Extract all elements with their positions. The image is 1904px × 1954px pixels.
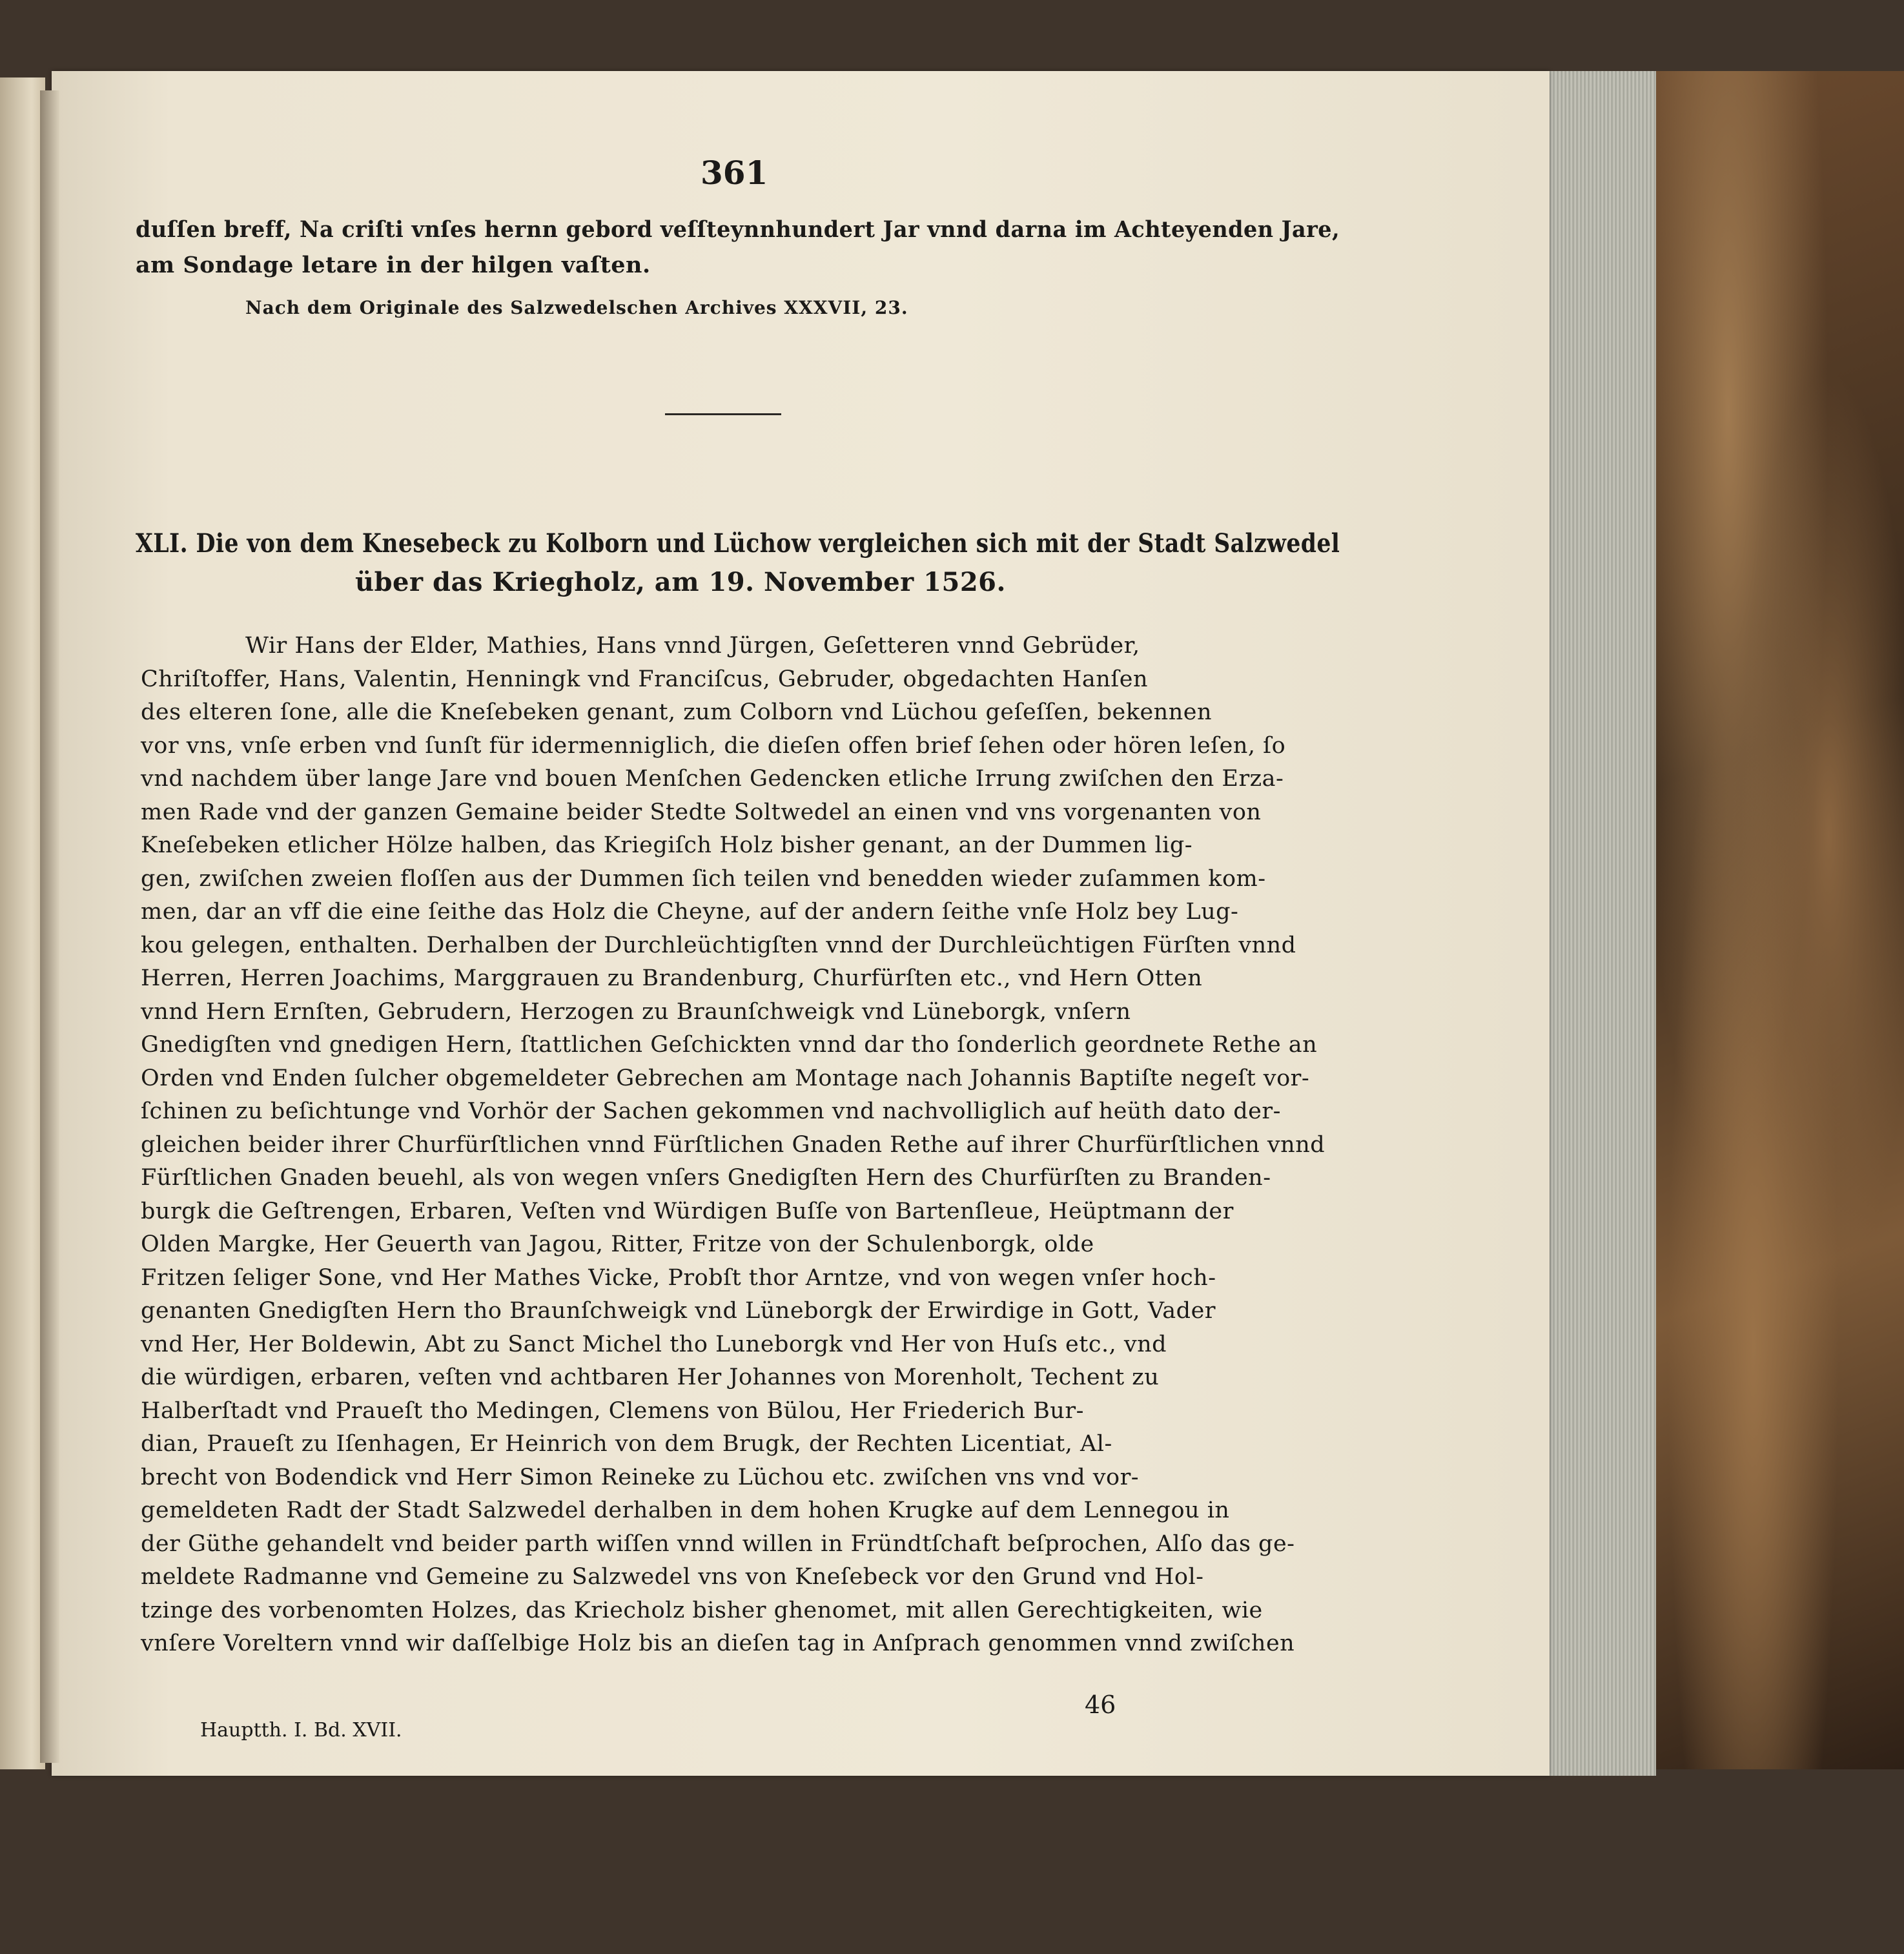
body-line: Gnedigſten vnd gnedigen Hern, ſtattlichen Geſchickten vnnd dar tho ſonderlich geordnete Rethe an	[141, 1032, 1318, 1058]
body-line: der Güthe gehandelt vnd beider parth wiſſen vnnd willen in Fründtſchaft beſprochen, Alſo das ge-	[141, 1530, 1295, 1557]
body-line: kou gelegen, enthalten. Derhalben der Durchleüchtigſten vnnd der Durchleüchtigen Fürſten vnnd	[141, 932, 1296, 958]
body-line: vnd Her, Her Boldewin, Abt zu Sanct Michel tho Luneborgk vnd Her von Huſs etc., vnd	[141, 1331, 1167, 1357]
body-line: des elteren ſone, alle die Kneſebeken genant, zum Colborn vnd Lüchou geſeſſen, bekennen	[141, 699, 1213, 725]
body-line: vnnd Hern Ernſten, Gebrudern, Herzogen zu Braunſchweigk vnd Lüneborgk, vnſern	[141, 998, 1131, 1025]
marbled-board	[1653, 71, 1904, 1769]
left-page-edge	[0, 77, 45, 1769]
section-rule	[665, 413, 781, 415]
body-line: vnſere Voreltern vnnd wir daſſelbige Holz bis an dieſen tag in Anſprach genommen vnnd zwiſchen	[141, 1630, 1295, 1656]
body-line: burgk die Geſtrengen, Erbaren, Veſten vnd Würdigen Buſſe von Bartenſleue, Heüptmann der	[141, 1198, 1234, 1224]
body-line: gleichen beider ihrer Churfürſtlichen vnnd Fürſtlichen Gnaden Rethe auf ihrer Churfürſtlichen vnnd	[141, 1131, 1326, 1158]
body-line: meldete Radmanne vnd Gemeine zu Salzwedel vns von Kneſebeck vor den Grund vnd Hol-	[141, 1564, 1204, 1590]
body-line: Olden Margke, Her Geuerth van Jagou, Ritter, Fritze von der Schulenborgk, olde	[141, 1231, 1094, 1257]
body-line: dian, Praueſt zu Iſenhagen, Er Heinrich von dem Brugk, der Rechten Licentiat, Al-	[141, 1431, 1112, 1457]
body-line: men, dar an vff die eine ſeithe das Holz die Cheyne, auf der andern ſeithe vnſe Holz bey Lug-	[141, 899, 1239, 925]
body-line: gen, zwiſchen zweien floſſen aus der Dummen ſich teilen vnd benedden wieder zuſammen kom-	[141, 865, 1266, 892]
body-line: genanten Gnedigſten Hern tho Braunſchweigk vnd Lüneborgk der Erwirdige in Gott, Vader	[141, 1298, 1216, 1324]
body-line: Orden vnd Enden ſulcher obgemeldeter Gebrechen am Montage nach Johannis Baptiſte negeſt vor-	[141, 1065, 1310, 1091]
body-line: brecht von Bodendick vnd Herr Simon Reineke zu Lüchou etc. zwiſchen vns vnd vor-	[141, 1464, 1140, 1490]
top-line-1: duſſen breff, Na criſti vnſes hernn gebord veſſteynnhundert Jar vnnd darna im Achteyenden Jare,	[136, 216, 1340, 243]
body-line: Chriſtoffer, Hans, Valentin, Henningk vnd Franciſcus, Gebruder, obgedachten Hanſen	[141, 666, 1149, 692]
body-line: Halberſtadt vnd Praueſt tho Medingen, Clemens von Bülou, Her Friederich Bur-	[141, 1397, 1084, 1424]
body-line: vor vns, vnſe erben vnd ſunſt für idermenniglich, die dieſen offen brief ſehen oder hören leſen, ſo	[141, 732, 1286, 759]
body-line: Fritzen ſeliger Sone, vnd Her Mathes Vicke, Probſt thor Arntze, vnd von wegen vnſer hoch-	[141, 1264, 1216, 1291]
gutter	[40, 90, 59, 1763]
body-line: Kneſebeken etlicher Hölze halben, das Kriegiſch Holz bisher genant, an der Dummen lig-	[141, 832, 1193, 858]
top-line-2: am Sondage letare in der hilgen vaſten.	[136, 252, 651, 278]
page-number: 361	[701, 154, 768, 192]
page-block-edges	[1546, 71, 1656, 1776]
body-line: men Rade vnd der ganzen Gemaine beider Stedte Soltwedel an einen vnd vns vorgenanten von	[141, 799, 1262, 825]
section-heading-line-1: XLI. Die von dem Knesebeck zu Kolborn und Lüchow vergleichen sich mit der Stadt Salzwedel	[136, 528, 1340, 559]
body-line: gemeldeten Radt der Stadt Salzwedel derhalben in dem hohen Krugke auf dem Lennegou in	[141, 1497, 1230, 1523]
body-line: Herren, Herren Joachims, Marggrauen zu Brandenburg, Churfürſten etc., vnd Hern Otten	[141, 965, 1203, 991]
body-line: Fürſtlichen Gnaden beuehl, als von wegen vnſers Gnedigſten Hern des Churfürſten zu Branden-	[141, 1165, 1271, 1191]
body-line: vnd nachdem über lange Jare vnd bouen Menſchen Gedencken etliche Irrung zwiſchen den Erza-	[141, 766, 1284, 792]
body-line: die würdigen, erbaren, veſten vnd achtbaren Her Johannes von Morenholt, Techent zu	[141, 1364, 1160, 1390]
source-note: Nach dem Originale des Salzwedelschen Archives XXXVII, 23.	[245, 297, 908, 318]
signature-mark: 46	[1085, 1691, 1116, 1719]
body-line: tzinge des vorbenomten Holzes, das Kriecholz bisher ghenomet, mit allen Gerechtigkeiten, wie	[141, 1597, 1263, 1623]
section-heading-line-2: über das Kriegholz, am 19. November 1526.	[355, 567, 1006, 597]
body-line: Wir Hans der Elder, Mathies, Hans vnnd Jürgen, Geſetteren vnnd Gebrüder,	[245, 633, 1140, 659]
footer-reference: Hauptth. I. Bd. XVII.	[200, 1719, 402, 1742]
body-line: ſchinen zu beſichtunge vnd Vorhör der Sachen gekommen vnd nachvolliglich auf heüth dato der-	[141, 1098, 1281, 1124]
